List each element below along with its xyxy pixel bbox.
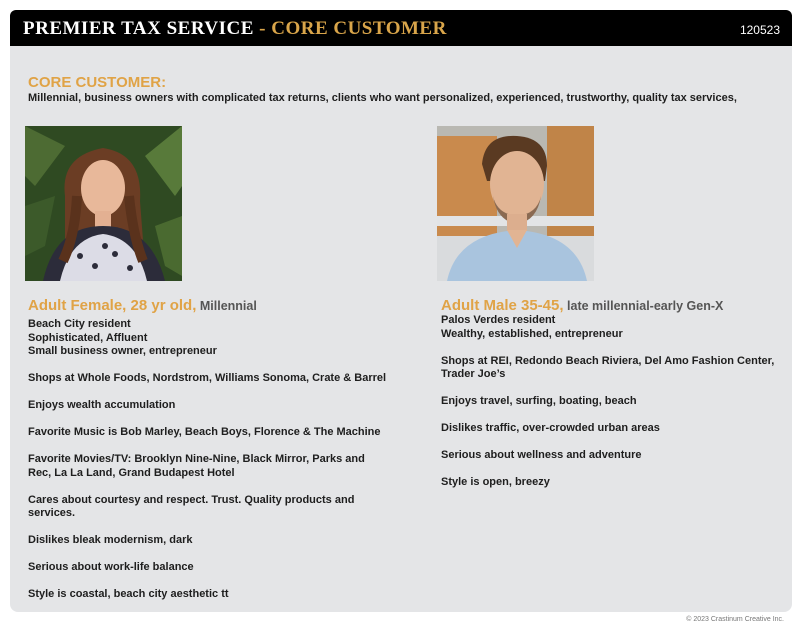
trait-line: Palos Verdes resident [441,314,556,326]
trait-line: Small business owner, entrepreneur [28,345,217,357]
male-title-accent: Adult Male 35-45, [441,297,564,314]
trait-line: Rec, La La Land, Grand Budapest Hotel [28,466,235,479]
trait-group [441,314,786,341]
trait-group [28,561,398,575]
trait-group [441,422,786,436]
male-persona-photo [437,126,594,281]
trait-line: services. [28,507,76,519]
trait-group [28,494,398,521]
female-persona-title [28,297,257,314]
trait-group [441,355,786,382]
title-separator: - [253,18,272,39]
trait-group [28,588,398,602]
core-customer-description: Millennial, business owners with complicated tax returns, clients who want personalized, experienced, trustworthy, quality tax services, [28,92,737,104]
female-persona-photo [25,126,182,281]
trait-line: Serious about work-life balance [28,561,194,573]
trait-line: Favorite Movies/TV: Brooklyn Nine-Nine, Black Mirror, Parks and [28,453,365,465]
header-bar [10,10,792,46]
trait-line: Sophisticated, Affluent [28,331,148,344]
trait-line: Dislikes bleak modernism, dark [28,534,193,546]
trait-line: Serious about wellness and adventure [441,449,642,461]
trait-line: Enjoys wealth accumulation [28,399,176,411]
document-code: 120523 [739,23,780,37]
trait-group [28,399,398,413]
trait-line: Wealthy, established, entrepreneur [441,327,623,340]
trait-line: Enjoys travel, surfing, boating, beach [441,395,637,407]
female-title-rest: Millennial [196,299,257,313]
trait-group [28,372,398,386]
title-main: PREMIER TAX SERVICE [23,18,254,39]
male-title-rest: late millennial-early Gen-X [563,299,724,313]
trait-line: Shops at REI, Redondo Beach Riviera, Del Amo Fashion Center, [441,354,775,367]
trait-group [441,449,786,463]
trait-line: Cares about courtesy and respect. Trust. Quality products and [28,493,355,506]
title-subtitle: CORE CUSTOMER [271,18,447,39]
trait-line: Trader Joe’s [441,368,506,380]
female-traits-list [28,318,398,615]
trait-group [28,453,398,480]
page-title [23,18,447,40]
female-title-accent: Adult Female, 28 yr old, [28,297,197,314]
trait-line: Style is open, breezy [441,476,550,488]
copyright-footer: © 2023 Crastinum Creative Inc. [686,616,784,623]
trait-line: Beach City resident [28,318,131,330]
trait-line: Dislikes traffic, over-crowded urban areas [441,422,660,434]
male-traits-list [441,314,786,503]
core-customer-heading: CORE CUSTOMER: [28,74,167,91]
trait-group [28,426,398,440]
trait-line: Style is coastal, beach city aesthetic tt [28,588,229,600]
trait-line: Favorite Music is Bob Marley, Beach Boys, Florence & The Machine [28,426,381,438]
trait-group [28,534,398,548]
trait-group [441,476,786,490]
trait-group [28,318,398,359]
trait-line: Shops at Whole Foods, Nordstrom, Williams Sonoma, Crate & Barrel [28,372,387,384]
trait-group [441,395,786,409]
male-persona-title [441,297,723,314]
